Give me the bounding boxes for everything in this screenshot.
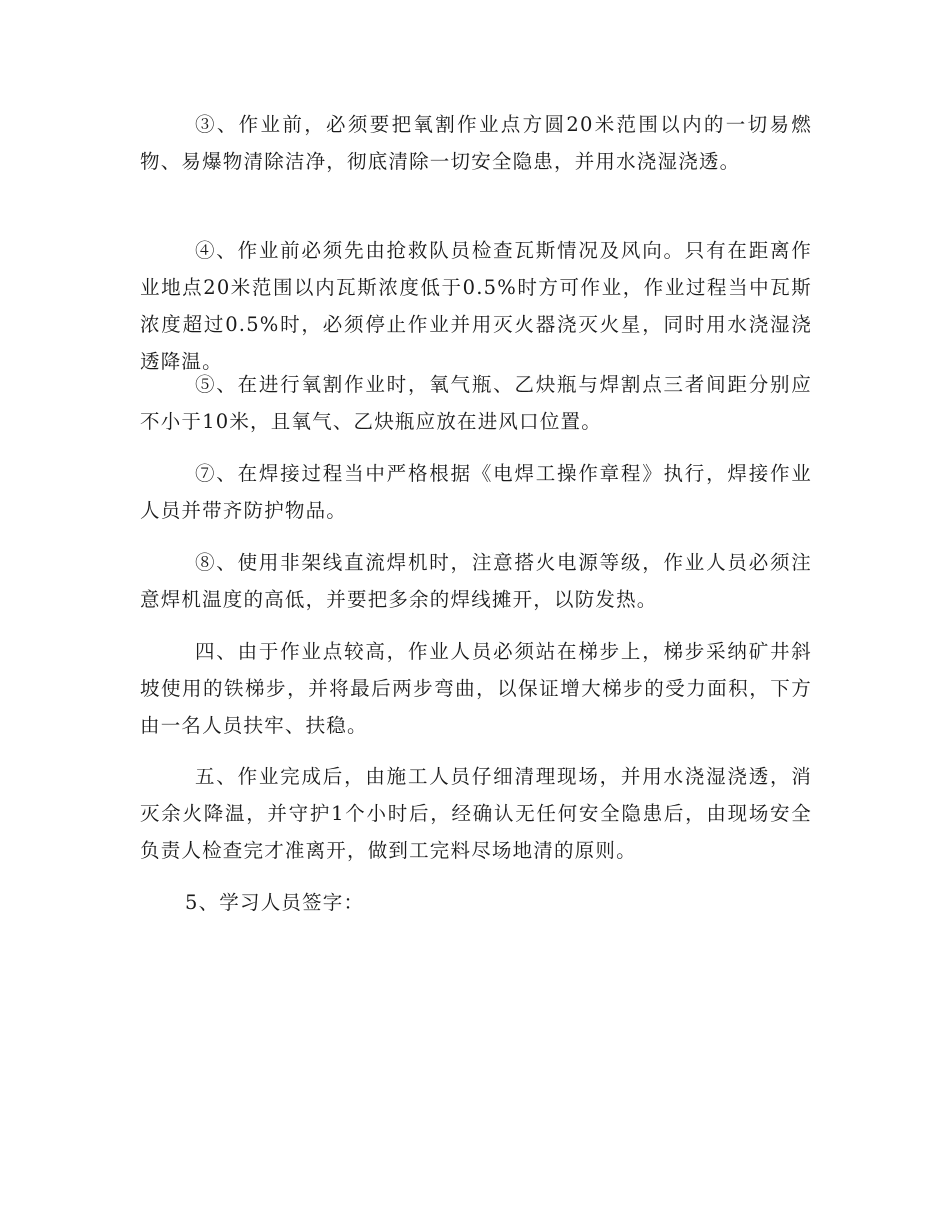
paragraph-item-5-cylinder-distance: ⑤、在进行氧割作业时，氧气瓶、乙炔瓶与焊割点三者间距分别应不小于10米，且氧气、乙炔瓶应放在进风口位置。 xyxy=(140,373,812,433)
paragraph-item-3-oxygen-cutting-clearance: ③、作业前，必须要把氧割作业点方圆20米范围以内的一切易燃物、易爆物清除洁净，彻底清除一切安全隐患，并用水浇湿浇透。 xyxy=(140,113,812,173)
paragraph-item-8-dc-welder: ⑧、使用非架线直流焊机时，注意搭火电源等级，作业人员必须注意焊机温度的高低，并要把多余的焊线摊开，以防发热。 xyxy=(140,551,812,611)
signature-label: 5、学习人员签字： xyxy=(185,891,365,914)
paragraph-item-4-gas-inspection: ④、作业前必须先由抢救队员检查瓦斯情况及风向。只有在距离作业地点20米范围以内瓦斯浓度低于0.5%时方可作业，作业过程当中瓦斯浓度超过0.5%时，必须停止作业并用灭火器浇灭火星，同时用水浇湿浇透降温。 xyxy=(140,239,812,373)
paragraph-item-7-welding-rules: ⑦、在焊接过程当中严格根据《电焊工操作章程》执行，焊接作业人员并带齐防护物品。 xyxy=(140,462,812,522)
paragraph-section-4-ladder-safety: 四、由于作业点较高，作业人员必须站在梯步上，梯步采纳矿井斜坡使用的铁梯步，并将最后两步弯曲，以保证增大梯步的受力面积，下方由一名人员扶牢、扶稳。 xyxy=(140,640,812,737)
paragraph-section-5-site-cleanup: 五、作业完成后，由施工人员仔细清理现场，并用水浇湿浇透，消灭余火降温，并守护1个小时后，经确认无任何安全隐患后，由现场安全负责人检查完才准离开，做到工完料尽场地清的原则。 xyxy=(140,765,812,862)
